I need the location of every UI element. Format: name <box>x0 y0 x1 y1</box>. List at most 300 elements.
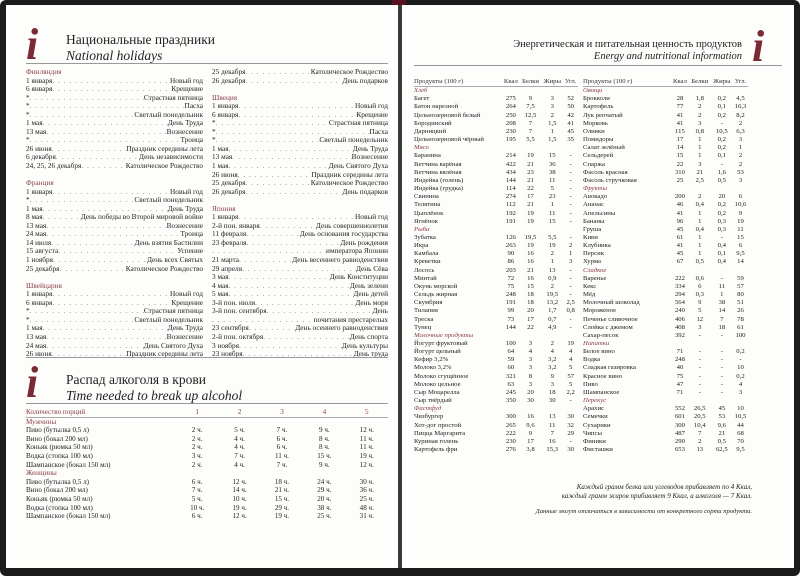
nutrient-value: 290 <box>674 437 685 445</box>
category-label: Перекус <box>583 397 607 405</box>
holiday-row <box>212 102 388 111</box>
holiday-row <box>212 273 388 282</box>
holiday-date: * <box>212 136 216 145</box>
table-row <box>583 161 748 169</box>
nutrient-value: 144 <box>505 323 516 331</box>
table-row <box>414 299 578 307</box>
product-name: Тунец <box>414 323 432 331</box>
nutrient-value: 71 <box>676 388 684 396</box>
nutrient-value: - <box>569 266 572 274</box>
nutrient-value: 1 <box>698 250 702 258</box>
holiday-row <box>26 247 203 256</box>
table-cell: Водка (стопка 100 мл) <box>26 503 93 512</box>
table-row <box>414 112 578 120</box>
product-name: Авокадо <box>583 193 608 201</box>
nutrient-value: 2 <box>550 111 554 119</box>
product-name: Фасоль стручковая <box>583 176 637 184</box>
country-heading: Франция <box>26 178 54 188</box>
dot-leader <box>216 119 329 128</box>
holiday-name: День взятия Бастилии <box>134 238 203 247</box>
holiday-row <box>212 342 388 351</box>
table-row <box>414 389 578 397</box>
nutrient-value: 30 <box>567 413 574 421</box>
product-name: Хурма <box>583 258 601 266</box>
nutrient-value: 41 <box>567 119 574 127</box>
nutrient-value: 0,2 <box>717 201 726 209</box>
info-icon: i <box>752 22 765 71</box>
product-name: Ягнёнок <box>414 217 438 225</box>
nutrient-value: - <box>698 372 701 380</box>
nutrient-value: 20 <box>527 307 534 315</box>
table-row <box>414 258 578 266</box>
nutrient-value: 334 <box>674 282 685 290</box>
table-row <box>583 307 748 315</box>
table-header-cell: Количество порций <box>26 408 176 417</box>
nutrient-value: 245 <box>505 388 516 396</box>
holiday-name: Праздник середины лета <box>126 144 203 153</box>
holiday-name: День Труда <box>167 119 203 128</box>
table-cell: 25 ч. <box>359 494 374 503</box>
dot-leader <box>239 342 342 351</box>
nutrient-value: 30 <box>527 397 534 405</box>
nutrient-value: - <box>569 152 572 160</box>
nutrient-value: 15 <box>676 152 684 160</box>
dot-leader <box>249 324 295 333</box>
holiday-name: День основания государства <box>299 230 388 239</box>
nutrient-value: - <box>739 356 742 364</box>
product-name: Ветчина вялёная <box>414 168 462 176</box>
product-name: Сыр твёрдый <box>414 397 452 405</box>
table-row <box>414 242 578 250</box>
dot-leader <box>52 85 171 94</box>
product-name: Кефир 3,2% <box>414 356 449 364</box>
nutrient-value: 1 <box>698 144 702 152</box>
table-cell: 12 ч. <box>359 460 374 469</box>
table-row <box>583 234 748 242</box>
nutrient-value: 45 <box>676 250 684 258</box>
table-row <box>583 299 748 307</box>
product-name: Индейка (грудка) <box>414 185 464 193</box>
holiday-name: День осеннего равноденствия <box>295 324 388 333</box>
nutrient-value: 0,1 <box>717 250 726 258</box>
nutrient-value: 15,3 <box>546 446 559 454</box>
nutrient-value: 62,5 <box>715 446 728 454</box>
table-row <box>414 250 578 258</box>
nutrient-value: 16 <box>548 437 556 445</box>
holiday-date: 11 февраля <box>212 230 247 239</box>
nutrient-value: - <box>698 348 701 356</box>
table-row <box>414 193 578 201</box>
nutrient-value: 9,6 <box>717 421 726 429</box>
table-row <box>583 120 748 128</box>
holiday-name: Новый год <box>355 102 388 111</box>
nutrient-value: 16,3 <box>734 103 747 111</box>
nutrient-value: 5,5 <box>526 136 535 144</box>
holiday-row <box>26 290 203 299</box>
nutrient-value: 61 <box>676 233 684 241</box>
product-name: Шампанское <box>583 388 620 396</box>
holiday-date: 24 мая <box>26 341 47 350</box>
table-row <box>414 307 578 315</box>
dot-leader <box>30 196 135 205</box>
holiday-name: День <box>372 307 388 316</box>
nutrient-value: 9,5 <box>736 250 745 258</box>
table-cell: 9 ч. <box>319 426 330 435</box>
nutrient-value: 0,8 <box>695 127 704 135</box>
category-row <box>414 87 578 96</box>
nutrient-value: 3 <box>738 136 743 144</box>
holiday-date: 1 января <box>26 290 53 299</box>
nutrient-value: 21 <box>696 168 704 176</box>
nutrient-value: 12 <box>696 315 704 323</box>
dot-leader <box>43 205 168 214</box>
nutrient-value: 2 <box>738 152 743 160</box>
table-cell: 19 ч. <box>232 503 247 512</box>
nutrient-value: 57 <box>567 372 574 380</box>
table-row <box>583 103 748 111</box>
nutrient-value: 7 <box>528 127 533 135</box>
dot-leader <box>30 136 181 145</box>
table-row <box>583 152 748 160</box>
nutrient-value: 3 <box>738 176 743 184</box>
product-name: Персик <box>583 250 604 258</box>
table-cell: 24 ч. <box>317 477 332 486</box>
nutrient-value: 11 <box>549 176 556 184</box>
country-heading: Финляндия <box>26 67 62 76</box>
holiday-row <box>212 256 388 265</box>
holiday-row <box>212 247 388 256</box>
product-name: Молоко сгущённое <box>414 372 469 380</box>
table-row <box>583 242 748 250</box>
product-name: Минтай <box>414 274 437 282</box>
nutrient-value: 0,4 <box>695 201 704 209</box>
nutrient-value: 1 <box>568 250 573 258</box>
nutrient-value: - <box>720 119 723 127</box>
dot-leader <box>216 128 370 137</box>
product-name: Фасоль красная <box>583 168 628 176</box>
nutrient-value: 0,2 <box>736 348 745 356</box>
nutrient-value: 265 <box>505 421 516 429</box>
nutrient-value: 0,9 <box>548 274 557 282</box>
table-row <box>414 169 578 177</box>
nutrient-value: 0,4 <box>695 225 704 233</box>
holiday-date: 8 мая <box>26 213 43 222</box>
holiday-row <box>212 316 388 325</box>
nutrient-value: - <box>569 185 572 193</box>
table-header-cell: Белки <box>520 78 542 87</box>
divider <box>26 63 388 64</box>
product-name: Треска <box>414 315 434 323</box>
dot-leader <box>53 256 147 265</box>
nutrient-value: 408 <box>674 323 685 331</box>
nutrient-value: 41 <box>676 111 684 119</box>
nutrient-value: 1 <box>550 201 554 209</box>
table-row <box>26 504 388 513</box>
nutrient-value: 191 <box>505 217 516 225</box>
product-name: Сыр Моцарелла <box>414 388 460 396</box>
product-name: Баранина <box>414 152 441 160</box>
nutrient-value: 2,2 <box>566 388 575 396</box>
holiday-row <box>212 188 388 197</box>
nutrition-disclaimer: Данные могут отличаться в зависимости от конкретного сорта продукта. <box>535 508 752 515</box>
product-name: Икра <box>414 242 429 250</box>
holiday-row <box>26 239 203 248</box>
product-name: Сухарики <box>583 421 611 429</box>
nutrient-value: 2 <box>738 160 743 168</box>
nutrient-value: 17 <box>527 315 534 323</box>
table-row <box>26 426 388 435</box>
dot-leader <box>52 299 171 308</box>
holiday-row <box>212 128 388 137</box>
nutrient-value: 1,5 <box>548 136 557 144</box>
nutrient-value: - <box>569 397 572 405</box>
table-cell: 12 ч. <box>232 512 247 521</box>
table-row <box>583 201 748 209</box>
holiday-row <box>26 333 203 342</box>
holiday-date: 3 ноября <box>212 341 239 350</box>
product-name: Картофель фри <box>414 446 458 454</box>
dot-leader <box>30 316 135 325</box>
table-row <box>414 446 578 454</box>
product-name: Лосось <box>414 266 435 274</box>
holiday-row <box>26 316 203 325</box>
holiday-row <box>26 162 203 171</box>
holiday-name: Католическое Рождество <box>310 68 388 76</box>
product-name: Киви <box>583 233 598 241</box>
table-cell: 18 ч. <box>274 477 290 486</box>
dot-leader <box>46 333 166 342</box>
holiday-name: Вознесение <box>166 127 203 136</box>
nutrient-value: - <box>569 160 572 168</box>
nutrition-note <box>482 483 752 501</box>
dot-leader <box>255 299 355 308</box>
nutrient-value: 0,6 <box>695 274 704 282</box>
nutrient-value: - <box>698 356 701 364</box>
holiday-name: Новый год <box>170 76 203 85</box>
table-cell: 4 ч. <box>234 460 245 469</box>
category-row <box>583 185 748 193</box>
nutrient-value: 0,5 <box>695 258 704 266</box>
nutrient-value: 90 <box>507 250 515 258</box>
nutrient-value: 601 <box>674 413 685 421</box>
holiday-name: Страстная пятница <box>143 93 203 102</box>
nutrient-value: 64 <box>507 348 515 356</box>
table-header-cell: 5 <box>346 408 388 417</box>
product-name: Бананы <box>583 217 605 225</box>
nutrient-value: 21 <box>527 201 534 209</box>
nutrient-value: 22 <box>676 160 684 168</box>
category-row <box>583 397 748 405</box>
nutrient-value: 203 <box>505 266 516 274</box>
nutrient-value: - <box>569 315 572 323</box>
table-header-cell: Ккал <box>672 78 687 85</box>
nutrient-value: 60 <box>507 364 515 372</box>
table-cell: 36 ч. <box>359 486 374 495</box>
nutrient-value: 86 <box>507 258 515 266</box>
table-cell: 38 ч. <box>317 503 332 512</box>
table-header-cell: Продукты (100 г) <box>583 78 671 87</box>
divider <box>414 65 782 66</box>
holiday-name: Католическое Рождество <box>125 162 203 171</box>
nutrient-value: 3 <box>568 258 573 266</box>
table-cell: 15 ч. <box>317 451 332 460</box>
holiday-row <box>212 299 388 308</box>
holiday-date: 25 декабря <box>212 68 246 76</box>
table-cell: 2 ч. <box>191 426 203 435</box>
nutrient-value: 2,5 <box>566 299 575 307</box>
nutrient-value: 18 <box>527 291 534 299</box>
table-cell: 25 ч. <box>317 512 332 521</box>
dot-leader <box>30 94 144 103</box>
nutrient-value: 248 <box>674 356 685 364</box>
nutrient-value: 22 <box>527 185 534 193</box>
nutrient-value: 77 <box>676 103 684 111</box>
nutrient-value: 552 <box>674 405 685 413</box>
holiday-row <box>212 213 388 222</box>
nutrient-value: 310 <box>674 168 685 176</box>
nutrient-value: 19 <box>567 340 574 347</box>
holiday-row <box>26 324 203 333</box>
table-row <box>583 348 748 356</box>
nutrient-value: 12,5 <box>524 111 537 119</box>
nutrient-value: 0,7 <box>548 315 557 323</box>
product-name: Лук репчатый <box>583 111 623 119</box>
spacer <box>212 196 388 205</box>
nutrient-value: - <box>720 331 723 339</box>
dot-leader <box>260 222 316 231</box>
category-label: Молочные продукты <box>414 331 474 339</box>
holiday-date: 14 июля <box>26 238 52 247</box>
nutrient-value: 30 <box>567 446 574 454</box>
table-cell: 9 ч. <box>319 460 330 469</box>
nutrient-value: 0,4 <box>717 258 726 266</box>
nutrient-value: 15 <box>548 152 556 160</box>
holiday-date: * <box>26 93 30 102</box>
spacer <box>212 85 388 94</box>
nutrient-value: 3 <box>698 160 702 168</box>
nutrient-value: - <box>698 364 701 372</box>
table-row <box>414 430 578 438</box>
table-cell: 7 ч. <box>276 426 288 435</box>
product-name: Салат зелёный <box>583 144 625 152</box>
category-row <box>414 405 578 413</box>
product-name: Молоко 3,2% <box>414 364 452 372</box>
product-name: Йогурт фруктовый <box>414 340 468 347</box>
table-cell: 6 ч. <box>191 512 203 521</box>
table-row <box>414 136 578 144</box>
nutrient-value: 1 <box>698 233 702 241</box>
nutrient-value: - <box>569 323 572 331</box>
product-name: Йогурт цельный <box>414 348 461 356</box>
nutrient-value: 3 <box>528 340 533 347</box>
nutrient-value: 11 <box>549 209 556 217</box>
nutrient-value: 18 <box>548 388 556 396</box>
holiday-date: * <box>26 102 30 111</box>
nutrient-value: 52 <box>567 95 574 103</box>
nutrient-value: 38 <box>718 299 726 307</box>
country-heading: Япония <box>212 203 236 213</box>
nutrient-value: 80 <box>737 291 744 299</box>
nutrient-value: 99 <box>507 307 515 315</box>
table-row <box>26 461 388 470</box>
nutrient-value: 78 <box>737 315 744 323</box>
nutrient-value: 406 <box>674 315 685 323</box>
table-row <box>583 405 748 413</box>
dot-leader <box>46 222 166 231</box>
dot-leader <box>238 171 311 180</box>
holiday-row <box>212 282 388 291</box>
holiday-row <box>212 222 388 231</box>
holiday-row <box>26 222 203 231</box>
table-row <box>583 381 748 389</box>
nutrient-value: 0,3 <box>695 291 704 299</box>
nutrient-value: 10,5 <box>734 413 747 421</box>
nutrient-value: 4 <box>550 348 554 356</box>
nutrient-value: - <box>720 372 723 380</box>
divider <box>26 357 388 358</box>
dot-leader <box>30 111 135 120</box>
dot-leader <box>212 316 314 325</box>
left-page <box>6 5 398 568</box>
table-row <box>414 316 578 324</box>
table-cell: 10 ч. <box>190 503 205 512</box>
product-name: Хот-дог простой <box>414 421 462 429</box>
nutrient-value: 222 <box>505 429 516 437</box>
nutrient-value: 0,2 <box>717 144 726 152</box>
nutrient-value: 5 <box>698 307 702 315</box>
nutrient-value: 1 <box>698 136 702 144</box>
table-row <box>583 389 748 397</box>
holiday-name: Католическое Рождество <box>125 264 203 273</box>
category-label: Сладкое <box>583 266 607 274</box>
table-cell: 2 ч. <box>191 434 203 443</box>
nutrient-value: 0,3 <box>717 225 726 233</box>
holiday-row <box>26 145 203 154</box>
holiday-name: День Сёва <box>355 264 388 273</box>
dot-leader <box>229 145 353 154</box>
table-cell: 2 ч. <box>191 460 203 469</box>
nutrient-value: 434 <box>505 168 516 176</box>
nutrient-value: 0,2 <box>717 111 726 119</box>
group-label: Женщины <box>26 469 57 478</box>
nutrient-value: 263 <box>505 242 516 250</box>
holiday-row <box>212 153 388 162</box>
dot-leader <box>245 77 342 86</box>
nutrient-value: - <box>720 364 723 372</box>
holiday-name: Новый год <box>170 187 203 196</box>
table-cell: 30 ч. <box>359 477 374 486</box>
nutrient-value: 19 <box>527 242 534 250</box>
table-cell: Вино (бокал 200 мл) <box>26 486 88 495</box>
table-row <box>583 438 748 446</box>
nutrient-value: 248 <box>505 291 516 299</box>
nutrient-value: 294 <box>674 291 685 299</box>
nutrient-value: 7 <box>550 429 554 437</box>
nutrient-value: 1 <box>550 127 554 135</box>
dot-leader <box>245 179 310 188</box>
table-row <box>583 218 748 226</box>
table-row <box>583 112 748 120</box>
nutrient-value: 350 <box>505 397 516 405</box>
holiday-date: 6 января <box>212 110 239 119</box>
product-name: Финики <box>583 437 606 445</box>
nutrient-value: 0,3 <box>717 217 726 225</box>
table-cell: 7 ч. <box>276 460 288 469</box>
table-cell: 29 ч. <box>317 486 332 495</box>
table-cell: 19 ч. <box>359 451 374 460</box>
nutrient-value: 59 <box>507 356 515 364</box>
country-heading: Швеция <box>212 92 238 102</box>
